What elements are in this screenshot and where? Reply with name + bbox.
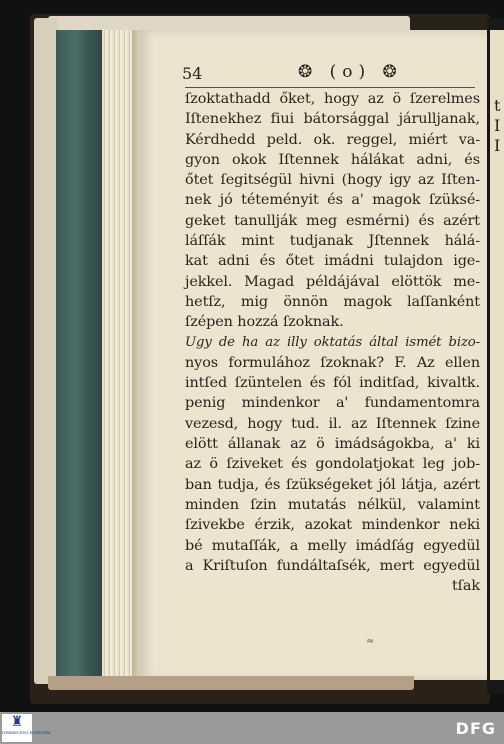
- viewer-footer: [0, 712, 504, 744]
- library-logo-icon: ♜: [10, 714, 24, 730]
- text-line: geket tanullják meg esmérni) és azért: [185, 212, 480, 229]
- text-line: intſed ſzüntelen és fól inditſad, kivaltk.: [185, 375, 480, 392]
- text-line: ban tudja, és ſzükségeket jól látja, azért: [185, 476, 480, 493]
- spine-binding: [56, 30, 104, 678]
- text-line: ſzoktathadd őket, hogy az ö ſzerelmes: [185, 91, 480, 107]
- dfg-logo[interactable]: DFG: [455, 719, 496, 738]
- text-line: minden ſzin mutatás nélkül, valamint: [185, 496, 480, 513]
- text-line: Kérdhedd peld. ok. reggel, miért va-: [185, 131, 480, 148]
- header-ornament: ❂ (o) ❂: [298, 62, 403, 82]
- text-line: láſſák mint tudjanak Jſtennek hálá-: [185, 233, 480, 250]
- bottom-mark: ≈: [366, 636, 375, 647]
- text-line: nek jó téteményit és a' magok ſzüksé-: [185, 192, 480, 209]
- cover-edge: [34, 18, 58, 684]
- text-line: penig mindenkor a' fundamentomra: [185, 395, 480, 412]
- text-line: a Kriſtuſon fundáltaſsék, mert egyedül: [185, 557, 480, 574]
- header-rule: [185, 87, 475, 88]
- text-line: nyos formulához ſzoknak? F. Az ellen: [185, 354, 480, 371]
- text-line: tſak: [451, 578, 480, 595]
- page-text: [185, 89, 480, 596]
- text-line: az ö ſziveket és gondolatjokat leg job-: [185, 456, 480, 473]
- next-page-letter: I: [494, 116, 501, 135]
- next-page-letter: t: [494, 96, 501, 115]
- library-logo[interactable]: [2, 714, 51, 742]
- text-line: hetſz, mig önnön magok laſſanként: [185, 293, 480, 310]
- text-line: Ugy de ha az illy oktatás által ismét bizo-: [185, 334, 480, 350]
- text-line: őtet ſegitségül hivni (hogy igy az Iſten-: [185, 172, 480, 189]
- bottom-cover-edge: [48, 676, 414, 690]
- page-number: 54: [182, 64, 203, 83]
- next-page-letter: I: [494, 136, 501, 155]
- text-line: gyon okok Iſtennek hálákat adni, és: [185, 151, 480, 168]
- text-line: ſzépen hozzá ſzoknak.: [185, 314, 344, 331]
- text-line: kat adni és őtet imádni tulajdon ige-: [185, 253, 480, 270]
- text-line: Iſtenekhez fiui bátorsággal járulljanak,: [185, 111, 480, 128]
- text-line: vezesd, hogy tud. il. az Iſtennek ſzine: [185, 415, 480, 432]
- text-line: ſzivekbe érzik, azokat mindenkor neki: [185, 517, 480, 534]
- page-header: [182, 62, 477, 88]
- text-line: elött állanak az ö imádságokba, a' ki: [185, 436, 480, 453]
- text-line: bé mutaſſák, a melly imádſág egyedül: [185, 537, 480, 554]
- library-name: DEBRECENI EGYETEM: [2, 730, 51, 735]
- text-line: jekkel. Magad példájával elöttök me-: [185, 273, 480, 290]
